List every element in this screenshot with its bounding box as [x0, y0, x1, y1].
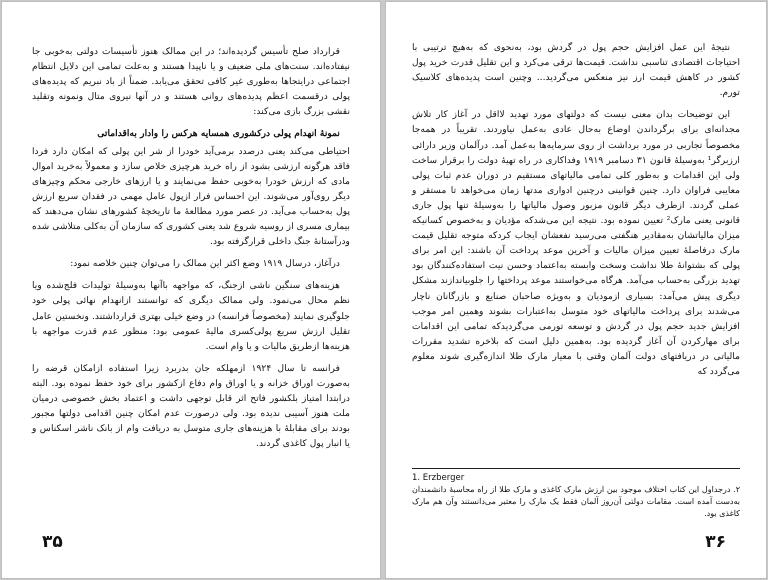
left-paragraph-1: قرارداد صلح تأسیس گردیده‌اند؛ در این ممالک هنوز تأسیسات دولتی به‌خوبی جا نیفتاده‌اند. سنت‌های ملی ضعیف و یا ناپیدا هستند و به‌علت تمامی این دلایل انتظام اجتماعی درایتجاها به‌طوری غیر کافی تحقق می‌یابد. ضمناً از باد نبریم که پدیده‌های پولی درقسمت اعظم پدیده‌های روانی هستند و در آنها نیروی متال ونمونه وتقلید نقشی بزرگ بازی می‌کند:: [32, 46, 350, 118]
left-paragraph-4: هزینه‌های سنگین ناشی ازجنگ، که مواجهه باآنها به‌وسیلهٔ تولیدات فلج‌شده ویا نظم محال می‌نمود. ولی ممالک دیگری که توانستند ازانهدام نهائی پولی خود جلوگیری نمایند (مخصوصاً فرانسه) در وضع خیلی بهتری قرارداشتند. ونخستین عامل تقلیل ارزش سریع پولی‌کسری مالیهٔ عمومی بود: منظور عدم قدرت مواجهه با هزینه‌ها ازطریق مالیات و یا وام است.: [32, 280, 350, 352]
right-paragraph-1: نتیجهٔ این عمل افزایش حجم پول در گردش بود، به‌نحوی که به‌هیچ ترتیبی با احتیاجات اقتصادی تناسبی نداشت. قیمت‌ها ترقی می‌کرد و این تقلیل قدرت خرید پول کشور در کاهش قیمت ارز نیز منعکس می‌گردید... وچنین است پدیده‌های کلاسیک تورم.: [412, 42, 740, 99]
right-paragraph-2: این توضیحات بدان معنی نیست که دولتهای مورد تهدید لااقل در آغاز کار تلاش مجدانه‌ای برای برگرداندن اوضاع به‌حال عادی به‌عمل نیاوردند. تقریباً در همه‌جا مخصوصاً تجاربی در مورد برداشت از روی سرمایه‌ها به‌عمل آمد. درآلمان وزیر دارائی ارزبرگر¹ به‌وسیلهٔ قانون ۳۱ دسامبر ۱۹۱۹ وفداکاری در راه تهیهٔ دولت را برقرار ساخت ولی این اقدامات و به‌طور کلی تمامی مالیاتهای مستقیم در دوران عدم ثبات پولی معایبی فراوان دارد. چنین قوانینی درچنین ادواری مدتها زمان می‌خواهد تا مستقر و عملی گردند. ازطرف دیگر قانون مزبور وصول مالیاتها را به‌وسیلهٔ تنها پول جاری قانونی یعنی مارک² تعیین نموده بود. نتیجه این می‌شدکه مؤدیان و به‌خصوص کسانیکه میزان مالیاتشان به‌مقادیر هنگفتی می‌رسید نفعشان ایجاب کردکه متوجه تقلیل قیمت مارک درفاصلهٔ تعیین میزان مالیات و آخرین موعد پرداخت آن باشند: این امر برای پولی که بشتوانهٔ طلا نداشت وسخت وابسته به‌اعتماد وحسن نیت استفاده‌کنندگان بود تهدید بزرگی به‌حساب می‌آمد. هرگاه می‌خواستند موعد پرداختها را جلوبیاندازند مشکل دیگری پیش می‌آمد: بسیاری ازمودیان و به‌ویژه صاحبان صنایع و بازرگانان ناچار می‌شدند برای پرداخت مالیاتهای خود متوسل به‌اعتبارات بشوند وهمین امر موجب افزایش جدید حجم پول در گردش و توسعه تورمی می‌گردیدکه تمامی این اقدامات برای مهارکردن آن آغاز گردیده بود. به‌همین دلیل است که بلاخره تشدید مقررات مالیاتی در دریافتهای دولت آلمان وقتی با معیار مارک طلا اندازه‌گیری شوند معلوم می‌گردد که: [412, 109, 740, 377]
left-paragraph-2: احتیاطی می‌کند یعنی درصدد برمی‌آید خودرا از شر این پولی که امکان دارد فردا فاقد هرگونه ارزشی بشود از راه خرید هرچیزی خلاص سازد و معمولاً به‌خرید اموال مادی که ارزش خودرا به‌خوبی حفظ می‌نمایند و یا ارزهای خارجی محکم وچیزهای دیگر روی‌آور می‌شوند. این احساس فرار ازپول عامل مهمی در فقدان سریع ارزش پول به‌حساب می‌آید. در عصر مورد مطالعهٔ ما تاریخچهٔ کشورهای نشان می‌دهند که بیماری مسری از روسیه شروع شد یعنی کشوری که سازمان آن به‌کلی متلاشی شده ودرآستانهٔ جنگ داخلی قرارگرفته بود.: [32, 145, 350, 248]
left-subheading: نمونهٔ انهدام پولی درکشوری همسایه هرکس را وادار به‌اقداماتی: [97, 128, 340, 140]
left-page: [2, 2, 380, 578]
left-paragraph-3: درآغاز، درسال ۱۹۱۹ وضع اکثر این ممالک را می‌توان چنین خلاصه نمود:: [70, 258, 340, 270]
footnote-2: ۲. درجداول این کتاب اختلاف موجود بین ارزش مارک کاغذی و مارک طلا از راه محاسبهٔ دانشمندان به‌دست آمده است. مقامات دولتی آن‌روز آلمان فقط یک مارک را معتبر می‌دانستند وآن هم مارک کاغذی بود.: [412, 485, 740, 518]
left-page-number: ۳۵: [42, 532, 63, 552]
right-page: [386, 2, 766, 578]
right-page-text: [412, 40, 740, 386]
left-paragraph-5: فرانسه تا سال ۱۹۲۴ ازمهلکه جان بدربرد زیرا استفاده ازامکان قرضه را به‌صورت اوراق خزانه و یا اوراق وام دفاع ازکشور برای خود حفظ نموده بود. البته درابتدا امتیاز بلکشور فاتح اثر قابل توجهی داشت و اعتماد بخش خصوصی درمیان ملت هنوز آسیبی ندیده بود. ولی درصورت عدم امکان چنین اقدامی دولتها مجبور بودند برای مقابلهٔ با هزینه‌های جاری متوسل به دریافت وام از بانک ناشر اسکناس و یا انبار پول کاغذی گردند.: [32, 362, 350, 450]
footnote-divider: [412, 468, 740, 469]
left-page-text: [32, 44, 350, 458]
right-page-number: ۳۶: [705, 532, 726, 552]
footnotes: [412, 472, 740, 520]
footnote-1: 1. Erzberger: [412, 473, 465, 483]
